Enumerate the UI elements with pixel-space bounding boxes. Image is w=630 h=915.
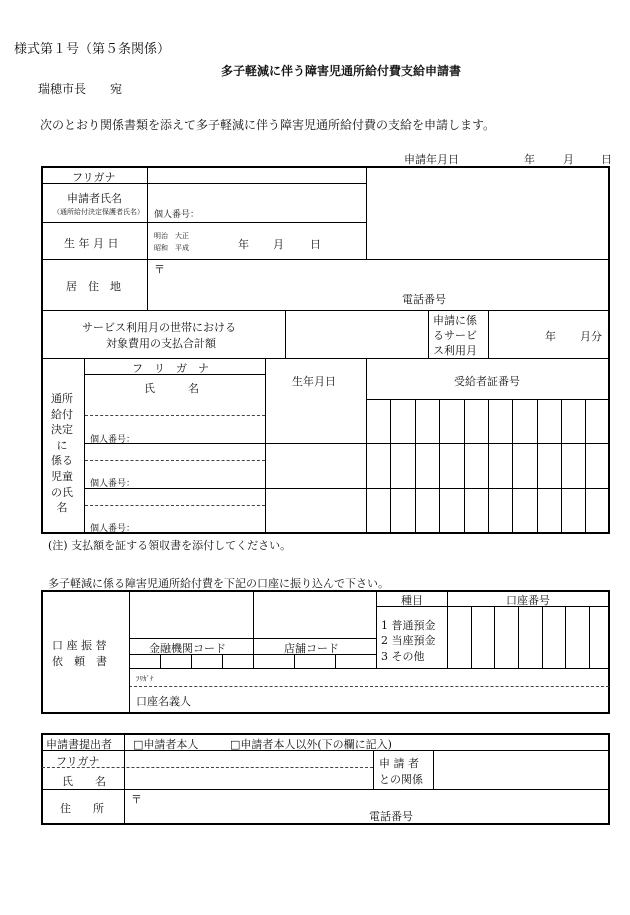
date-day-unit: 日 (601, 153, 612, 166)
submitter-postal-mark: 〒 (131, 793, 142, 806)
child2-mynumber-label: 個人番号： (90, 479, 136, 489)
bank-code-label: 金融機関コード (149, 642, 226, 655)
cost-label-line1: サービス利用月の世帯における (82, 321, 236, 334)
relation-label-2: との関係 (379, 773, 423, 786)
account-type-3: 3 その他 (381, 650, 425, 663)
dob-year-unit: 年 (238, 238, 249, 251)
service-year-unit: 年 (545, 330, 556, 343)
service-month-unit: 月分 (580, 330, 602, 343)
intro-text: 次のとおり関係書類を添えて多子軽減に伴う障害児通所給付費の支給を申請します。 (40, 118, 496, 132)
dob-month-unit: 月 (273, 238, 284, 251)
child-furigana-header: フ リ ガ ナ (132, 362, 209, 375)
account-type-1: 1 普通預金 (381, 619, 436, 632)
branch-code-label: 店舗コード (284, 642, 339, 655)
cert-number-header: 受給者証番号 (454, 375, 520, 388)
postal-mark: 〒 (154, 263, 165, 276)
submitter-address-label: 住 所 (60, 802, 104, 815)
dob-label: 生 年 月 日 (64, 237, 119, 250)
submitter-name-label: 氏 名 (62, 775, 106, 788)
dob-day-unit: 日 (310, 238, 321, 251)
account-holder-label: 口座名義人 (136, 695, 191, 708)
address-label: 居 住 地 (66, 280, 121, 293)
applicant-name-sublabel: （通所給付決定保護者氏名） (53, 208, 144, 216)
applicant-mynumber-label: 個人番号： (154, 210, 200, 220)
service-month-label-2: るサービ (433, 329, 477, 342)
era-option-1: 明治 大正 (154, 232, 189, 240)
bank-side-label-1: 口 座 振 替 (52, 639, 107, 652)
form-number: 様式第１号（第５条関係） (14, 42, 171, 57)
submitter-furigana-label: フリガナ (56, 755, 100, 768)
account-type-2: 2 当座預金 (381, 634, 436, 647)
bank-intro: 多子軽減に係る障害児通所給付費を下記の口座に振り込んで下さい。 (48, 577, 389, 590)
account-type-header: 種目 (401, 594, 423, 607)
era-option-2: 昭和 平成 (154, 244, 189, 252)
service-month-label-1: 申請に係 (433, 314, 477, 327)
phone-label: 電話番号 (402, 293, 446, 306)
form-title: 多子軽減に伴う障害児通所給付費支給申請書 (221, 64, 462, 78)
service-month-label-3: ス利用月 (433, 344, 477, 357)
children-side-label: 通所 給付 決定 に 係る 児童 の氏 名 (51, 392, 73, 515)
submitter-option-self[interactable]: □申請者本人 (133, 738, 199, 751)
date-month-unit: 月 (563, 153, 574, 166)
relation-label-1: 申 請 者 (379, 757, 419, 770)
applicant-name-label: 申請者氏名 (67, 192, 122, 205)
bank-side-label-2: 依 頼 書 (52, 655, 107, 668)
cost-label-line2: 対象費用の支払合計額 (106, 337, 216, 350)
child1-mynumber-label: 個人番号： (90, 435, 136, 445)
receipt-note: (注) 支払額を証する領収書を添付してください。 (48, 539, 292, 552)
submitter-option-other[interactable]: □申請者本人以外(下の欄に記入) (230, 738, 392, 751)
addressee: 瑞穂市長 宛 (38, 82, 123, 96)
furigana-label: フリガナ (72, 171, 116, 184)
date-year-unit: 年 (524, 153, 535, 166)
child-dob-header: 生年月日 (292, 375, 336, 388)
submitter-label: 申請書提出者 (46, 738, 112, 751)
account-number-header: 口座番号 (506, 594, 550, 607)
application-date-label: 申請年月日 (404, 153, 459, 166)
child3-mynumber-label: 個人番号： (90, 524, 136, 534)
child-name-header: 氏 名 (144, 382, 199, 395)
submitter-phone-label: 電話番号 (369, 810, 413, 823)
holder-kana-label: ﾌﾘｶﾞﾅ (136, 675, 154, 683)
